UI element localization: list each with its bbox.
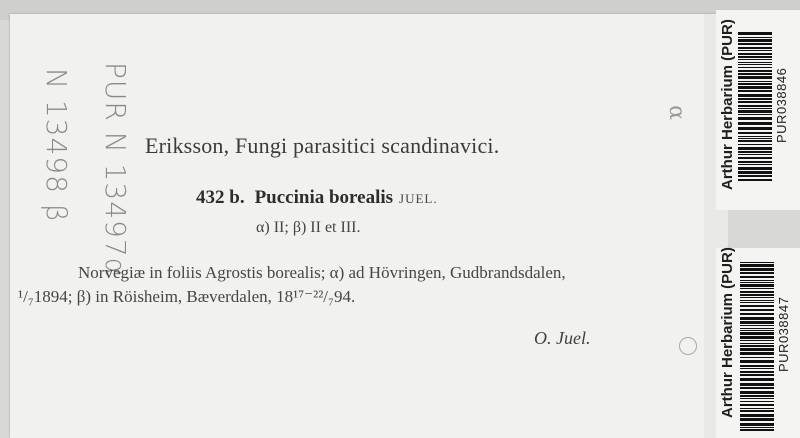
barcode-bar <box>740 300 774 301</box>
barcode-bar <box>740 401 774 402</box>
barcode-bar <box>740 305 774 307</box>
handwritten-accession-beta-number: N 13498 β <box>40 68 73 223</box>
barcode-bar <box>740 360 774 363</box>
barcode-bar <box>738 157 772 159</box>
barcode-bar <box>740 404 774 406</box>
barcode-bar <box>740 284 774 287</box>
series-title: Eriksson, Fungi parasitici scandinavici. <box>145 133 500 158</box>
barcode-bar <box>738 164 772 165</box>
barcode-code-2: PUR038847 <box>776 296 791 372</box>
barcode-title-1: Arthur Herbarium (PUR) <box>719 19 736 190</box>
barcode-bar <box>740 272 774 274</box>
barcode-bar <box>740 288 774 289</box>
barcode-bar <box>738 90 772 92</box>
barcode-bar <box>740 423 774 426</box>
barcode-bar <box>740 371 774 373</box>
barcode-bar <box>740 280 774 281</box>
barcode-bar <box>740 262 774 263</box>
barcode-bar <box>738 171 772 174</box>
barcode-bar <box>738 94 772 97</box>
barcode-bar <box>738 39 772 42</box>
barcode-bar <box>738 136 772 137</box>
barcode-bar <box>740 302 774 303</box>
barcode-bar <box>738 161 772 163</box>
barcode-bar <box>740 427 774 428</box>
barcode-bar <box>740 282 774 283</box>
barcode-bar <box>740 313 774 315</box>
barcode-bar <box>738 47 772 49</box>
barcode-bar <box>738 117 772 120</box>
barcode-bar <box>740 429 774 431</box>
barcode-bar <box>740 378 774 381</box>
barcode-bar <box>738 110 772 113</box>
barcode-bar <box>740 343 774 344</box>
barcode-bar <box>740 365 774 367</box>
barcode-bar <box>738 144 772 145</box>
species-line <box>196 187 438 209</box>
barcode-bar <box>740 276 774 278</box>
barcode-bar <box>738 67 772 68</box>
barcode-bar <box>738 179 772 181</box>
barcode-bar <box>738 132 772 134</box>
barcode-bar <box>740 391 774 394</box>
barcode-bar <box>738 114 772 115</box>
barcode-bar <box>740 395 774 397</box>
collector-name: O. Juel. <box>534 328 591 348</box>
barcode-bar <box>738 98 772 100</box>
barcode-bar <box>738 53 772 55</box>
barcode-code-1: PUR038846 <box>774 67 789 143</box>
handwritten-accession-alpha: PUR N 13497α <box>99 62 132 278</box>
barcode-bar <box>738 56 772 58</box>
barcode-bar <box>738 59 772 60</box>
spore-stages: α) II; β) II et III. <box>256 219 361 236</box>
barcode-bar <box>738 81 772 82</box>
barcode-bar <box>740 374 774 376</box>
barcode-bar <box>738 37 772 38</box>
barcode-bar <box>740 328 774 329</box>
barcode-bar <box>738 76 772 79</box>
barcode-bar <box>740 352 774 355</box>
barcode-bar <box>740 414 774 417</box>
species-name: Puccinia borealis <box>254 187 394 208</box>
barcode-bar <box>740 330 774 331</box>
barcode-bar <box>738 147 772 150</box>
barcode-bar <box>740 408 774 409</box>
barcode-bar <box>738 151 772 153</box>
alpha-mark: α <box>663 105 689 120</box>
barcode-bar <box>738 154 772 155</box>
barcode-bar <box>740 297 774 298</box>
barcode-bar <box>740 383 774 386</box>
barcode-title-2: Arthur Herbarium (PUR) <box>719 247 736 418</box>
barcode-bar <box>740 336 774 339</box>
locality-line-2: ¹/₇1894; β) in Röisheim, Bæverdalen, 18¹⁷⁻²²/₇94. <box>18 287 356 306</box>
barcode-bar <box>738 50 772 51</box>
locality-line-1: Norvegiæ in foliis Agrostis borealis; α) ad Hövringen, Gudbrandsdalen, <box>78 263 566 282</box>
barcode-bar <box>740 357 774 358</box>
barcode-bar <box>738 138 772 139</box>
barcode-bar <box>740 309 774 311</box>
barcode-bar <box>738 83 772 85</box>
barcode-bar <box>740 317 774 320</box>
barcode-2 <box>740 262 774 432</box>
barcode-bar <box>738 43 772 45</box>
barcode-bar <box>738 175 772 177</box>
barcode-bar <box>740 291 774 293</box>
barcode-bar <box>740 294 774 296</box>
barcode-bar <box>740 268 774 271</box>
barcode-bar <box>738 64 772 65</box>
barcode-bar <box>740 264 774 267</box>
handwritten-accession-beta <box>40 68 73 223</box>
barcode-bar <box>740 398 774 399</box>
species-author: JUEL. <box>399 191 438 206</box>
barcode-bar <box>738 127 772 130</box>
barcode-bar <box>738 86 772 89</box>
barcode-bar <box>740 345 774 347</box>
barcode-bar <box>738 62 772 63</box>
barcode-bar <box>740 387 774 389</box>
beta-mark-circle <box>679 337 697 355</box>
barcode-bar <box>740 340 774 341</box>
barcode-bar <box>738 108 772 109</box>
barcode-bar <box>740 321 774 324</box>
barcode-bar <box>740 368 774 369</box>
barcode-bar <box>740 418 774 421</box>
barcode-bar <box>738 122 772 125</box>
barcode-bar <box>740 332 774 335</box>
barcode-bar <box>738 70 772 72</box>
barcode-bar <box>738 32 772 35</box>
barcode-bar <box>740 325 774 326</box>
barcode-bar <box>738 105 772 107</box>
barcode-1 <box>738 32 772 182</box>
barcode-bar <box>740 410 774 412</box>
barcode-bar <box>740 348 774 351</box>
barcode-bar <box>738 73 772 75</box>
barcode-bar <box>738 167 772 170</box>
locality-text <box>18 261 668 309</box>
barcode-bar <box>738 140 772 142</box>
exsiccata-number: 432 b. <box>196 187 245 208</box>
barcode-bar <box>738 101 772 103</box>
